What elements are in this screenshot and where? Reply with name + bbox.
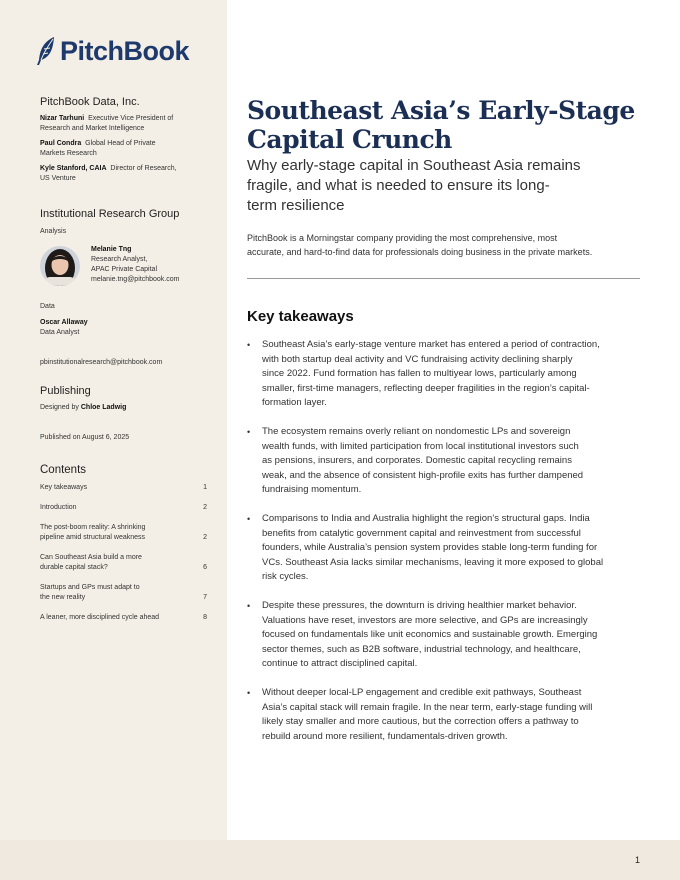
takeaway-line: formation layer. xyxy=(262,397,327,408)
takeaway-line: Valuations have reset, investors are more selective, and GPs are increasingly xyxy=(262,614,588,626)
person-role: Executive Vice President of xyxy=(88,115,174,122)
designed-by xyxy=(40,403,210,413)
key-takeaways-list xyxy=(247,338,640,759)
analyst-avatar xyxy=(40,246,80,286)
report-subtitle xyxy=(247,156,607,216)
takeaway-line: with both startup deal activity and VC fundraising activity declining sharply xyxy=(262,353,573,365)
publishing-block xyxy=(40,385,210,443)
takeaway-line: focused on fundamentals like unit economics and sustainable growth. Emerging xyxy=(262,629,598,640)
takeaway-line: since 2022. Fund formation has fallen to multiyear lows, particularly among xyxy=(262,368,577,379)
report-title xyxy=(247,96,640,154)
contents-item-title: durable capital stack? xyxy=(40,564,108,571)
contents-item-title: the new reality xyxy=(40,594,86,601)
contents-item[interactable] xyxy=(40,583,207,603)
analyst-card xyxy=(40,245,210,293)
analysis-label: Analysis xyxy=(40,228,67,235)
person-role: Global Head of Private xyxy=(85,140,156,147)
company-name: PitchBook Data, Inc. xyxy=(40,96,140,108)
takeaway-item xyxy=(247,686,640,744)
report-title-line: Southeast Asia’s Early-Stage xyxy=(247,96,635,125)
analyst-email[interactable]: melanie.tng@pitchbook.com xyxy=(91,276,180,283)
research-group-heading: Institutional Research Group xyxy=(40,208,180,220)
person-role: Research and Market Intelligence xyxy=(40,125,145,132)
contents-item-page: 6 xyxy=(203,564,207,571)
report-header xyxy=(247,96,640,216)
takeaway-line: sector themes, such as B2B software, industrial technology, and healthcare, xyxy=(262,643,581,655)
contents-item-page: 2 xyxy=(203,534,207,541)
leadership-block xyxy=(40,96,190,184)
takeaway-line: The ecosystem remains overly reliant on nondomestic LPs and sovereign xyxy=(262,426,571,437)
report-title-line: Capital Crunch xyxy=(247,125,452,154)
contents-item-title: Startups and GPs must adapt to xyxy=(40,584,140,591)
publishing-heading: Publishing xyxy=(40,385,91,397)
takeaway-line: risk cycles. xyxy=(262,571,309,582)
contents-heading: Contents xyxy=(40,464,87,476)
person-name: Nizar Tarhuni xyxy=(40,115,85,122)
contents-item-page: 7 xyxy=(203,594,207,601)
takeaway-line: weak, and the absence of consistent high-profile exits has further dampened xyxy=(262,469,584,481)
data-person xyxy=(40,318,210,338)
person-name: Paul Condra xyxy=(40,140,82,147)
person-entry xyxy=(40,164,190,184)
takeaway-line: continue to attract disciplined capital. xyxy=(262,658,418,669)
contents-item-page: 8 xyxy=(203,614,207,621)
analyst-name: Melanie Tng xyxy=(91,246,132,253)
takeaway-line: likely stay smaller and more cautious, but the correction offers a pathway to xyxy=(262,716,579,727)
intro-line: PitchBook is a Morningstar company providing the most comprehensive, most xyxy=(247,233,558,243)
data-person-title: Data Analyst xyxy=(40,329,80,336)
section-divider xyxy=(247,278,640,279)
takeaway-item xyxy=(247,425,640,498)
contents-block xyxy=(40,464,210,623)
contents-item[interactable] xyxy=(40,523,207,543)
report-subtitle-line: fragile, and what is needed to ensure its long- xyxy=(247,177,550,194)
logo-wordmark: PitchBook xyxy=(60,36,190,66)
takeaway-item xyxy=(247,338,640,411)
data-label: Data xyxy=(40,303,55,310)
takeaway-line: founders, while Australia’s pension system provides stable long-term funding for xyxy=(262,542,598,553)
person-role: Director of Research, xyxy=(110,165,177,172)
person-role: Markets Research xyxy=(40,150,97,157)
takeaway-line: Comparisons to India and Australia highlight the region’s structural gaps. India xyxy=(262,513,590,524)
contents-item-page: 2 xyxy=(203,504,207,511)
contents-item-title: A leaner, more disciplined cycle ahead xyxy=(40,614,160,621)
takeaway-line: Despite these pressures, the downturn is driving healthier market behavior. xyxy=(262,600,577,611)
intro-paragraph xyxy=(247,231,640,259)
contents-item-title: The post-boom reality: A shrinking xyxy=(40,524,146,531)
takeaway-line: VCs. Southeast Asia lacks similar mechanisms, leaving it more exposed to global xyxy=(262,556,604,568)
designed-by-prefix: Designed by xyxy=(40,404,79,411)
person-entry xyxy=(40,114,190,134)
takeaway-line: Without deeper local-LP engagement and credible exit pathways, Southeast xyxy=(262,687,582,698)
contents-item-title: Introduction xyxy=(40,504,77,511)
person-entry xyxy=(40,139,190,159)
takeaway-line: rebuild around more resilient, fundamentals-driven growth. xyxy=(262,730,508,742)
takeaway-line: smaller, first-time managers, reflecting deeper fragilities in the region’s capital- xyxy=(262,382,590,394)
research-email[interactable]: pbinstitutionalresearch@pitchbook.com xyxy=(40,359,163,366)
takeaway-line: Asia’s capital stack will remain fragile. In the near term, early-stage funding will xyxy=(262,701,593,713)
intro-line: accurate, and hard-to-find data for professionals doing business in the private markets. xyxy=(247,247,593,257)
report-subtitle-line: Why early-stage capital in Southeast Asia remains xyxy=(247,157,581,174)
analyst-title: APAC Private Capital xyxy=(91,266,158,273)
analyst-title: Research Analyst, xyxy=(91,256,148,263)
page-number: 1 xyxy=(634,855,640,865)
contents-item[interactable] xyxy=(40,503,207,513)
designer-name: Chloe Ladwig xyxy=(80,404,127,411)
published-date: Published on August 6, 2025 xyxy=(40,434,130,441)
contents-item[interactable] xyxy=(40,553,207,573)
contents-item[interactable] xyxy=(40,613,207,623)
key-takeaways-heading: Key takeaways xyxy=(247,308,354,325)
takeaway-item xyxy=(247,512,640,585)
contents-item-title: pipeline amid structural weakness xyxy=(40,534,146,541)
research-group-block xyxy=(40,208,210,368)
person-name: Kyle Stanford, CAIA xyxy=(40,165,107,172)
report-subtitle-line: term resilience xyxy=(247,197,345,214)
data-person-name: Oscar Allaway xyxy=(40,319,88,326)
page-footer xyxy=(0,840,680,880)
contents-item-title: Key takeaways xyxy=(40,484,88,491)
feather-icon xyxy=(36,36,58,66)
takeaway-line: benefits from catalytic government capital and reinvestment from successful xyxy=(262,527,581,539)
takeaway-line: as pensions, insurers, and corporates. Domestic capital recycling remains xyxy=(262,455,572,466)
contents-item[interactable] xyxy=(40,483,207,493)
pitchbook-logo xyxy=(36,34,189,68)
takeaway-line: wealth funds, with limited participation from local institutional investors such xyxy=(262,440,579,452)
person-role: US Venture xyxy=(40,175,76,182)
contents-item-title: Can Southeast Asia build a more xyxy=(40,554,142,561)
takeaway-line: fundraising momentum. xyxy=(262,484,362,495)
contents-item-page: 1 xyxy=(203,484,207,491)
takeaway-line: Southeast Asia’s early-stage venture market has entered a period of contraction, xyxy=(262,339,600,350)
takeaway-item xyxy=(247,599,640,672)
